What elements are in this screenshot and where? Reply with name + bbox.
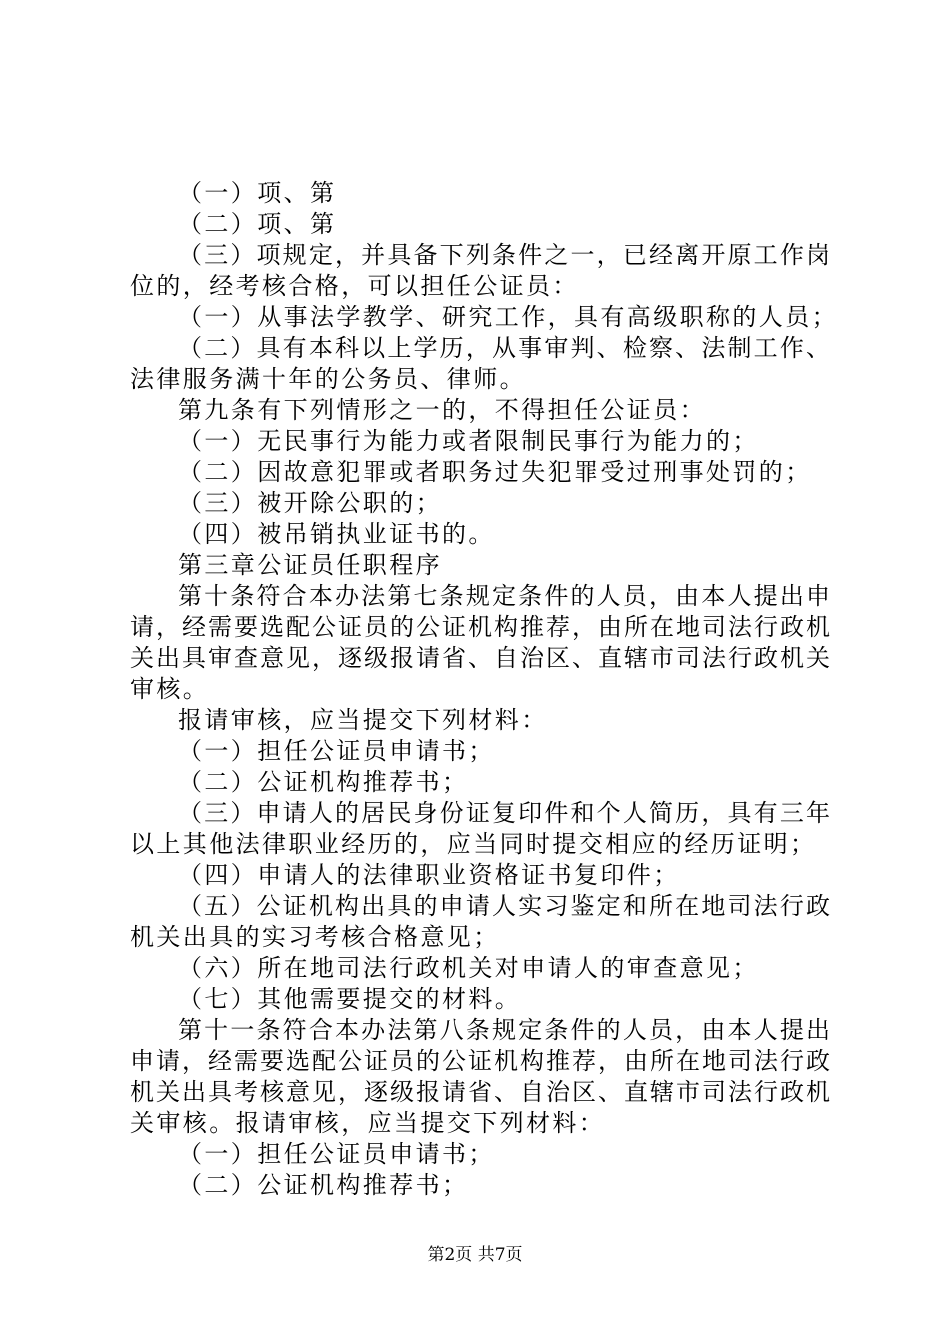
text-line: 以上其他法律职业经历的，应当同时提交相应的经历证明； (130, 830, 817, 858)
text-line: （一）从事法学教学、研究工作，具有高级职称的人员； (178, 303, 838, 331)
text-line: 第十条符合本办法第七条规定条件的人员，由本人提出申 (178, 582, 830, 610)
text-line: 法律服务满十年的公务员、律师。 (130, 365, 526, 393)
text-line: （四）申请人的法律职业资格证书复印件； (178, 861, 680, 889)
text-line: （二）具有本科以上学历，从事审判、检察、法制工作、 (178, 334, 830, 362)
text-line: 关出具审查意见，逐级报请省、自治区、直辖市司法行政机关 (130, 644, 830, 672)
text-line: 第十一条符合本办法第八条规定条件的人员，由本人提出 (178, 1016, 830, 1044)
text-line: 位的，经考核合格，可以担任公证员： (130, 272, 579, 300)
text-line: （三）被开除公职的； (178, 489, 442, 517)
text-line: （三）项规定，并具备下列条件之一，已经离开原工作岗 (178, 241, 830, 269)
text-line: 第九条有下列情形之一的，不得担任公证员： (178, 396, 706, 424)
text-line: 关审核。报请审核，应当提交下列材料： (130, 1109, 606, 1137)
text-line: 第三章公证员任职程序 (178, 551, 442, 579)
text-line: （二）公证机构推荐书； (178, 1171, 469, 1199)
text-line: （一）无民事行为能力或者限制民事行为能力的； (178, 427, 759, 455)
text-line: （四）被吊销执业证书的。 (178, 520, 495, 548)
text-line: 机关出具的实习考核合格意见； (130, 923, 500, 951)
text-line: 报请审核，应当提交下列材料： (178, 706, 548, 734)
text-line: 申请，经需要选配公证员的公证机构推荐，由所在地司法行政 (130, 1047, 830, 1075)
text-line: （二）公证机构推荐书； (178, 768, 469, 796)
text-line: （一）项、第 (178, 179, 337, 207)
text-line: 机关出具考核意见，逐级报请省、自治区、直辖市司法行政机 (130, 1078, 830, 1106)
text-line: 请，经需要选配公证员的公证机构推荐，由所在地司法行政机 (130, 613, 830, 641)
text-line: （五）公证机构出具的申请人实习鉴定和所在地司法行政 (178, 892, 830, 920)
text-line: 审核。 (130, 675, 210, 703)
text-line: （二）项、第 (178, 210, 337, 238)
text-line: （二）因故意犯罪或者职务过失犯罪受过刑事处罚的； (178, 458, 812, 486)
text-line: （一）担任公证员申请书； (178, 1140, 495, 1168)
text-line: （一）担任公证员申请书； (178, 737, 495, 765)
page-number-footer: 第2页 共7页 (427, 1245, 523, 1265)
text-line: （七）其他需要提交的材料。 (178, 985, 522, 1013)
text-line: （六）所在地司法行政机关对申请人的审查意见； (178, 954, 759, 982)
text-line: （三）申请人的居民身份证复印件和个人简历，具有三年 (178, 799, 830, 827)
